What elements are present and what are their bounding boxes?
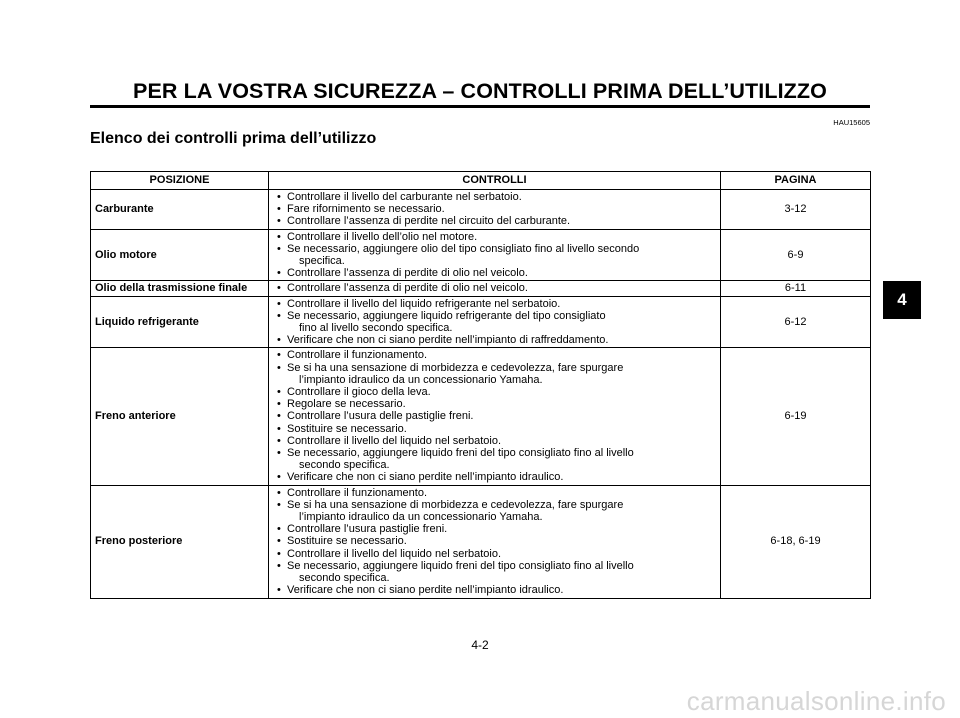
- row-checks: [269, 485, 721, 598]
- bullet-icon: •: [277, 361, 281, 374]
- row-position: Carburante: [91, 190, 269, 230]
- check-text: specifica.: [299, 255, 345, 268]
- watermark: carmanualsonline.info: [686, 686, 946, 716]
- check-item: [277, 309, 716, 322]
- check-item: [277, 422, 716, 435]
- bullet-icon: •: [277, 242, 281, 255]
- bullet-icon: •: [277, 559, 281, 572]
- check-item: [287, 572, 716, 584]
- check-item: [277, 498, 716, 511]
- check-item: [277, 471, 716, 484]
- bullet-icon: •: [277, 447, 281, 460]
- table-row: [91, 485, 871, 598]
- check-item: [277, 434, 716, 447]
- row-position: Freno anteriore: [91, 348, 269, 485]
- check-item: [287, 374, 716, 386]
- table-row: [91, 229, 871, 281]
- check-item: [277, 267, 716, 280]
- page-title: PER LA VOSTRA SICUREZZA – CONTROLLI PRIMA DELL’UTILIZZO: [133, 79, 827, 103]
- check-text: Controllare l’assenza di perdite di olio nel veicolo.: [287, 282, 528, 295]
- check-text: Regolare se necessario.: [287, 398, 406, 411]
- bullet-icon: •: [277, 434, 281, 447]
- bullet-icon: •: [277, 535, 281, 548]
- section-title: Elenco dei controlli prima dell’utilizzo: [90, 130, 377, 147]
- chapter-tab: 4: [883, 281, 921, 319]
- check-text: Controllare l’usura pastiglie freni.: [287, 523, 448, 536]
- check-item: [277, 242, 716, 255]
- row-page: 6-9: [721, 229, 871, 281]
- check-item: [287, 255, 716, 267]
- check-item: [277, 203, 716, 216]
- check-text: secondo specifica.: [299, 572, 390, 585]
- page-header: [90, 78, 870, 108]
- check-text: Se necessario, aggiungere liquido freni del tipo consigliato fino al livello: [287, 447, 634, 460]
- check-item: [277, 297, 716, 310]
- check-text: Controllare il gioco della leva.: [287, 386, 431, 399]
- bullet-icon: •: [277, 191, 281, 203]
- check-item: [287, 322, 716, 334]
- check-item: [277, 447, 716, 460]
- check-item: [287, 511, 716, 523]
- check-item: [277, 535, 716, 548]
- check-text: Controllare il livello del liquido nel serbatoio.: [287, 547, 502, 560]
- bullet-icon: •: [277, 386, 281, 399]
- row-page: 6-11: [721, 281, 871, 296]
- header-rule: [90, 105, 870, 108]
- bullet-icon: •: [277, 422, 281, 435]
- bullet-icon: •: [277, 584, 281, 597]
- bullet-icon: •: [277, 230, 281, 243]
- check-item: [277, 386, 716, 399]
- check-text: Fare rifornimento se necessario.: [287, 203, 445, 216]
- bullet-icon: •: [277, 215, 281, 228]
- table-body: [91, 190, 871, 599]
- table-header-row: [91, 172, 871, 190]
- bullet-icon: •: [277, 282, 281, 295]
- check-text: Se si ha una sensazione di morbidezza e cedevolezza, fare spurgare: [287, 361, 624, 374]
- bullet-icon: •: [277, 398, 281, 411]
- check-item: [277, 282, 716, 295]
- bullet-icon: •: [277, 297, 281, 310]
- page-number: 4-2: [471, 638, 489, 652]
- check-text: Sostituire se necessario.: [287, 422, 407, 435]
- row-page: 6-19: [721, 348, 871, 485]
- checks-table: [90, 171, 871, 599]
- check-item: [277, 486, 716, 499]
- row-position: Liquido refrigerante: [91, 296, 269, 348]
- check-text: Verificare che non ci siano perdite nell’impianto idraulico.: [287, 584, 564, 597]
- bullet-icon: •: [277, 547, 281, 560]
- check-item: [277, 584, 716, 597]
- check-text: Se necessario, aggiungere liquido freni del tipo consigliato fino al livello: [287, 559, 634, 572]
- bullet-icon: •: [277, 203, 281, 216]
- row-page: 3-12: [721, 190, 871, 230]
- document-code: HAU15605: [833, 118, 870, 127]
- check-text: Controllare il livello del carburante nel serbatoio.: [287, 191, 522, 203]
- column-header-page: PAGINA: [721, 172, 871, 190]
- check-item: [277, 361, 716, 374]
- check-item: [277, 523, 716, 536]
- bullet-icon: •: [277, 471, 281, 484]
- bullet-icon: •: [277, 267, 281, 280]
- row-checks: [269, 348, 721, 485]
- check-text: l’impianto idraulico da un concessionario Yamaha.: [299, 511, 543, 524]
- table-row: [91, 281, 871, 296]
- bullet-icon: •: [277, 334, 281, 347]
- check-item: [277, 398, 716, 411]
- check-item: [277, 559, 716, 572]
- check-item: [277, 349, 716, 362]
- check-item: [277, 215, 716, 228]
- bullet-icon: •: [277, 309, 281, 322]
- check-text: Controllare l’assenza di perdite nel circuito del carburante.: [287, 215, 571, 228]
- check-text: Se si ha una sensazione di morbidezza e cedevolezza, fare spurgare: [287, 498, 624, 511]
- check-text: Sostituire se necessario.: [287, 535, 407, 548]
- check-text: Controllare il livello del liquido nel serbatoio.: [287, 434, 502, 447]
- bullet-icon: •: [277, 498, 281, 511]
- row-position: Freno posteriore: [91, 485, 269, 598]
- check-text: Se necessario, aggiungere liquido refrigerante del tipo consigliato: [287, 309, 606, 322]
- check-text: Controllare il livello del liquido refrigerante nel serbatoio.: [287, 297, 561, 310]
- row-page: 6-18, 6-19: [721, 485, 871, 598]
- table-row: [91, 348, 871, 485]
- check-text: Controllare il livello dell’olio nel motore.: [287, 230, 478, 243]
- row-page: 6-12: [721, 296, 871, 348]
- check-text: Verificare che non ci siano perdite nell’impianto di raffreddamento.: [287, 334, 609, 347]
- check-item: [287, 459, 716, 471]
- row-position: Olio della trasmissione finale: [91, 281, 269, 296]
- check-item: [277, 410, 716, 423]
- row-checks: [269, 190, 721, 230]
- check-text: fino al livello secondo specifica.: [299, 322, 453, 335]
- check-text: secondo specifica.: [299, 459, 390, 472]
- check-item: [277, 334, 716, 347]
- row-checks: [269, 229, 721, 281]
- bullet-icon: •: [277, 523, 281, 536]
- table-row: [91, 190, 871, 230]
- check-item: [277, 547, 716, 560]
- check-text: Controllare l’assenza di perdite di olio nel veicolo.: [287, 267, 528, 280]
- bullet-icon: •: [277, 410, 281, 423]
- check-text: Controllare il funzionamento.: [287, 349, 428, 362]
- table-row: [91, 296, 871, 348]
- column-header-position: POSIZIONE: [91, 172, 269, 190]
- column-header-checks: CONTROLLI: [269, 172, 721, 190]
- check-item: [277, 191, 716, 203]
- bullet-icon: •: [277, 486, 281, 499]
- check-text: Verificare che non ci siano perdite nell’impianto idraulico.: [287, 471, 564, 484]
- check-text: Controllare il funzionamento.: [287, 486, 428, 499]
- check-text: l’impianto idraulico da un concessionario Yamaha.: [299, 373, 543, 386]
- row-position: Olio motore: [91, 229, 269, 281]
- check-item: [277, 230, 716, 243]
- check-text: Se necessario, aggiungere olio del tipo consigliato fino al livello secondo: [287, 242, 640, 255]
- bullet-icon: •: [277, 349, 281, 362]
- row-checks: [269, 296, 721, 348]
- check-text: Controllare l’usura delle pastiglie freni.: [287, 410, 474, 423]
- row-checks: [269, 281, 721, 296]
